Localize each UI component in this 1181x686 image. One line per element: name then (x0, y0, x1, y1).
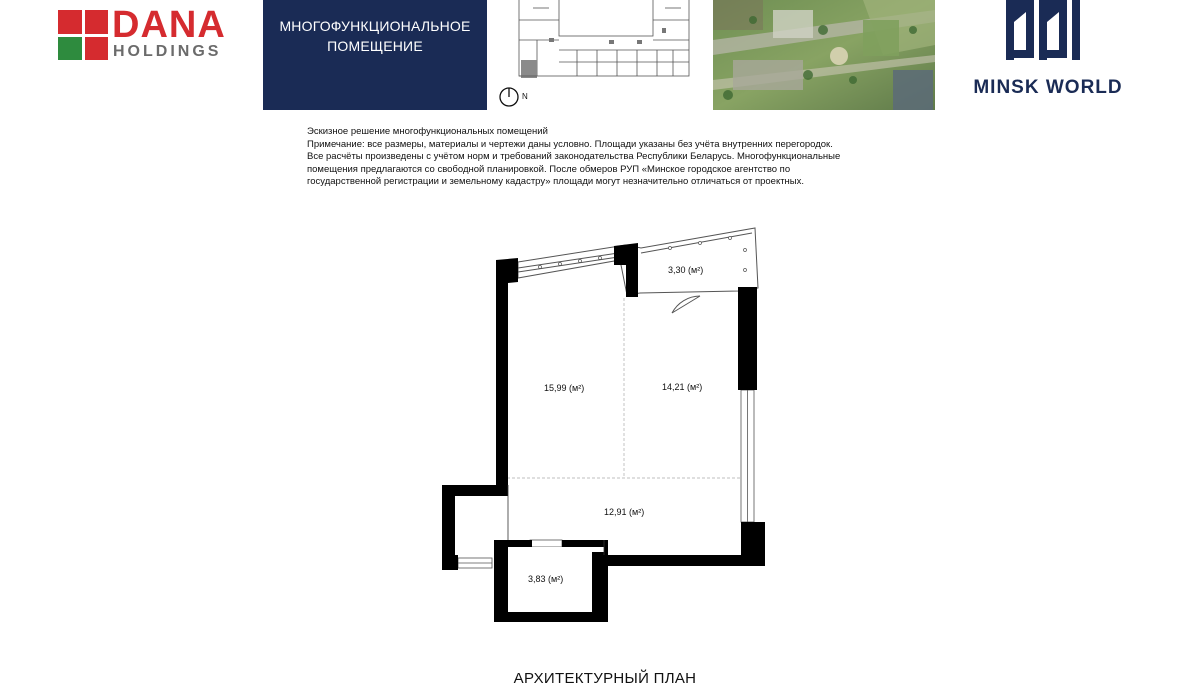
minsk-world-logo (958, 0, 1138, 100)
dana-logo-word: DANA (112, 4, 226, 46)
compass (498, 86, 538, 108)
dana-squares-icon (58, 10, 108, 60)
room-area-balcony: 3,30 (м²) (668, 265, 704, 275)
notes-heading: Эскизное решение многофункциональных помещений (307, 126, 548, 137)
plan-caption: АРХИТЕКТУРНЫЙ ПЛАН (513, 670, 697, 686)
notes-line: государственной регистрации и земельному кадастру» площади могут незначительно отличаться от проектных. (307, 176, 805, 188)
aerial-view-image (713, 0, 935, 110)
dana-holdings-logo (58, 4, 248, 62)
minsk-world-word: MINSK WORLD (973, 77, 1123, 98)
title-box (263, 0, 487, 110)
notes-block (307, 126, 917, 189)
notes-line: помещения предлагаются со свободной планировкой. После обмеров РУП «Минское городское агентство по (307, 163, 791, 175)
key-plan-highlight (521, 60, 537, 78)
floor-plan (430, 220, 780, 630)
room-area-main-right: 14,21 (м²) (662, 382, 703, 392)
room-area-lower: 12,91 (м²) (604, 507, 645, 517)
title-line-2: ПОМЕЩЕНИЕ (327, 38, 423, 54)
room-area-wc: 3,83 (м²) (528, 574, 564, 584)
room-area-main-left: 15,99 (м²) (544, 383, 585, 393)
title-line-1: МНОГОФУНКЦИОНАЛЬНОЕ (279, 18, 471, 34)
notes-line: Все расчёты произведены с учётом норм и требований законодательства Республики Беларусь. Многофункциональные (307, 151, 841, 163)
minsk-world-mark-icon (1006, 0, 1086, 70)
compass-icon (498, 86, 520, 108)
dana-logo-sub: HOLDINGS (113, 43, 222, 60)
compass-label: N (522, 92, 528, 101)
notes-line: Примечание: все размеры, материалы и чертежи даны условно. Площади указаны без учёта внутренних перегородок. (307, 138, 833, 150)
